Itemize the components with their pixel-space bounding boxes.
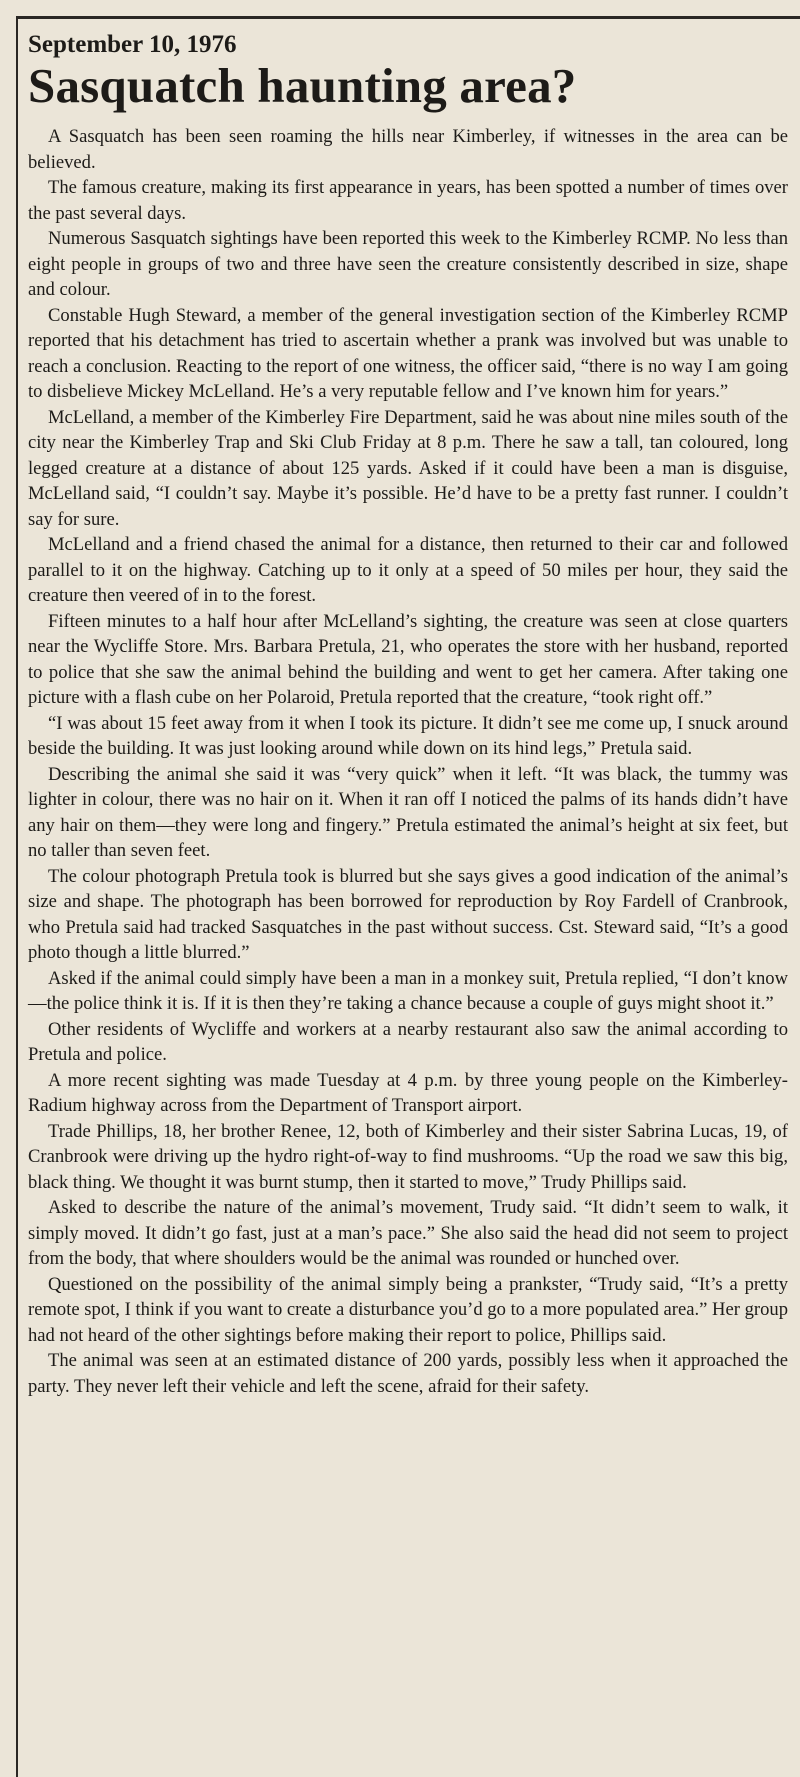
paragraph: Asked if the animal could simply have been a man in a monkey suit, Pretula replied, “I don’t know—the police think it is. If it is then they’re taking a chance because a couple of guys might shoot it.”	[28, 967, 788, 1014]
paragraph: Fifteen minutes to a half hour after McLelland’s sighting, the creature was seen at close quarters near the Wycliffe Store. Mrs. Barbara Pretula, 21, who operates the store with her husband, reported to police that she saw the animal behind the building and went to get her camera. After taking one picture with a flash cube on her Polaroid, Pretula reported that the creature, “took right off.”	[28, 610, 788, 708]
paragraph: Trade Phillips, 18, her brother Renee, 12, both of Kimberley and their sister Sabrina Lucas, 19, of Cranbrook were driving up the hydro right-of-way to find mushrooms. “Up the road we saw this big, black thing. We thought it was burnt stump, then it started to move,” Trudy Phillips said.	[28, 1120, 788, 1193]
paragraph: Asked to describe the nature of the animal’s movement, Trudy said. “It didn’t seem to walk, it simply moved. It didn’t go fast, just at a man’s pace.” She also said the head did not seem to project from the body, that where shoulders would be the animal was rounded or hunched over.	[28, 1197, 788, 1269]
paragraph: The animal was seen at an estimated distance of 200 yards, possibly less when it approached the party. They never left their vehicle and left the scene, afraid for their safety.	[28, 1350, 788, 1397]
article	[28, 30, 788, 1399]
headline: Sasquatch haunting area?	[28, 58, 577, 113]
paragraph: McLelland, a member of the Kimberley Fire Department, said he was about nine miles south of the city near the Kimberley Trap and Ski Club Friday at 8 p.m. There he saw a tall, tan coloured, long legged creature at a distance of about 125 yards. Asked if it could have been a man is disguise, McLelland said, “I couldn’t say. Maybe it’s possible. He’d have to be a pretty fast runner. I couldn’t say for sure.	[28, 406, 788, 530]
paragraph: “I was about 15 feet away from it when I took its picture. It didn’t see me come up, I snuck around beside the building. It was just looking around while down on its hind legs,” Pretula said.	[28, 712, 788, 759]
article-body	[28, 124, 788, 1399]
paragraph: A more recent sighting was made Tuesday at 4 p.m. by three young people on the Kimberley-Radium highway across from the Department of Transport airport.	[28, 1069, 788, 1116]
paragraph: McLelland and a friend chased the animal for a distance, then returned to their car and followed parallel to it on the highway. Catching up to it only at a speed of 50 miles per hour, they said the creature then veered of in to the forest.	[28, 534, 788, 606]
paragraph: Describing the animal she said it was “very quick” when it left. “It was black, the tummy was lighter in colour, there was no hair on it. When it ran off I noticed the palms of its hands didn’t have any hair on them—they were long and fingery.” Pretula estimated the animal’s height at six feet, but no taller than seven feet.	[28, 763, 788, 861]
paragraph: A Sasquatch has been seen roaming the hills near Kimberley, if witnesses in the area can be believed.	[28, 126, 788, 173]
left-border-rule	[16, 16, 18, 1777]
paragraph: Questioned on the possibility of the animal simply being a prankster, “Trudy said, “It’s a pretty remote spot, I think if you want to create a disturbance you’d go to a more populated area.” Her group had not heard of the other sightings before making their report to police, Phillips said.	[28, 1273, 788, 1346]
paragraph: Other residents of Wycliffe and workers at a nearby restaurant also saw the animal according to Pretula and police.	[28, 1018, 788, 1065]
paragraph: The famous creature, making its first appearance in years, has been spotted a number of times over the past several days.	[28, 177, 788, 224]
paragraph: Numerous Sasquatch sightings have been reported this week to the Kimberley RCMP. No less than eight people in groups of two and three have seen the creature consistently described in size, shape and colour.	[28, 228, 788, 300]
paragraph: The colour photograph Pretula took is blurred but she says gives a good indication of the animal’s size and shape. The photograph has been borrowed for reproduction by Roy Fardell of Cranbrook, who Pretula said had tracked Sasquatches in the past without success. Cst. Steward said, “It’s a good photo though a little blurred.”	[28, 865, 788, 963]
paragraph: Constable Hugh Steward, a member of the general investigation section of the Kimberley RCMP reported that his detachment has tried to ascertain whether a prank was involved but was unable to reach a conclusion. Reacting to the report of one witness, the officer said, “there is no way I am going to disbelieve Mickey McLelland. He’s a very reputable fellow and I’ve known him for years.”	[28, 304, 788, 402]
dateline: September 10, 1976	[28, 31, 237, 58]
top-border-rule	[16, 16, 800, 19]
